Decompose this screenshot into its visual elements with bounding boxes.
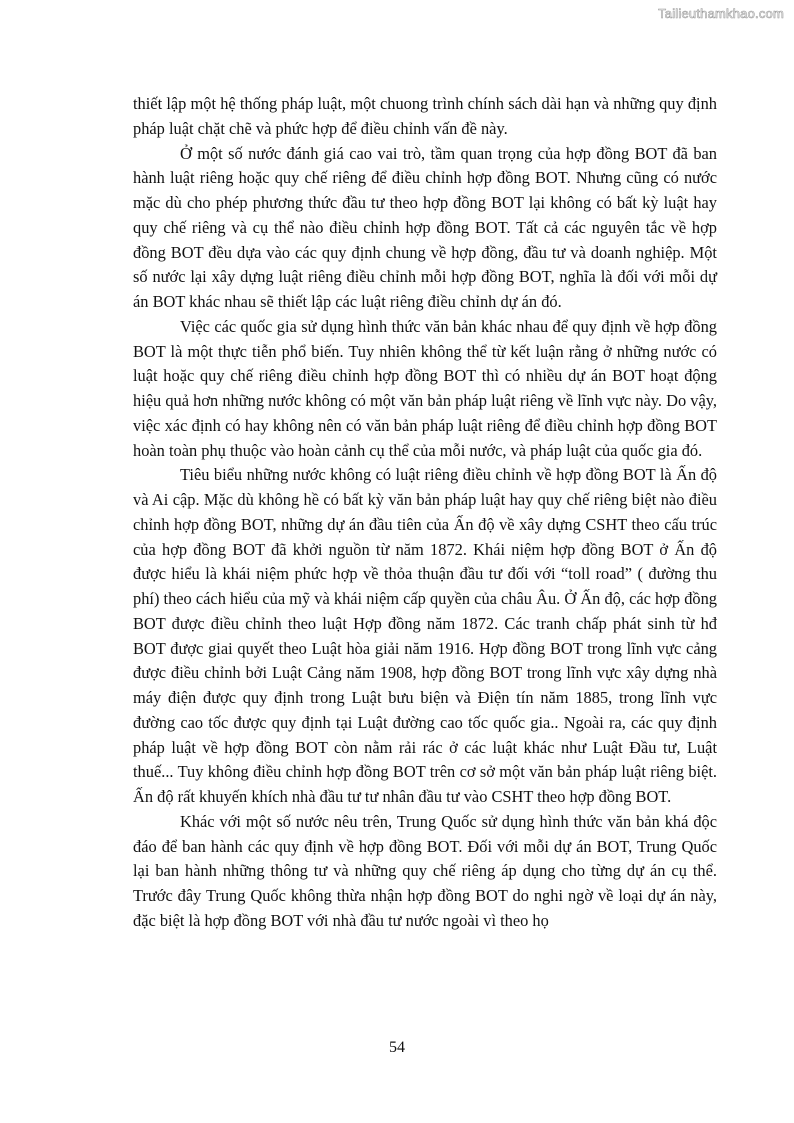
paragraph: Việc các quốc gia sử dụng hình thức văn bản khác nhau để quy định về hợp đồng BOT là một thực tiễn phổ biến. Tuy nhiên không thể từ kết luận rằng ở những nước có luật hoặc quy chế riêng điều chỉnh hợp đồng BOT thì có nhiều dự án BOT hoạt động hiệu quả hơn những nước không có một văn bản pháp luật riêng về lĩnh vực này. Do vậy, việc xác định có hay không nên có văn bản pháp luật riêng để điều chỉnh hợp đồng BOT hoàn toàn phụ thuộc vào hoàn cảnh cụ thể của mỗi nước, và pháp luật của quốc gia đó.	[133, 316, 717, 460]
paragraph: Tiêu biểu những nước không có luật riêng điều chỉnh về hợp đồng BOT là Ấn độ và Ai cập. Mặc dù không hề có bất kỳ văn bản pháp luật hay quy chế riêng biệt nào điều chỉnh hợp đồng BOT, những dự án đầu tiên của Ấn độ về xây dựng CSHT theo cấu trúc của hợp đồng BOT đã khởi nguồn từ năm 1872. Khái niệm hợp đồng BOT ở Ấn độ được hiểu là khái niệm phức hợp về thỏa thuận đầu tư đối với “toll road” ( đường thu phí) theo cách hiểu của mỹ và khái niệm cấp quyền của châu Âu. Ở Ấn độ, các hợp đồng BOT được điều chỉnh theo luật Hợp đồng năm 1872. Các tranh chấp phát sinh từ hđ BOT được giai quyết theo Luật hòa giải năm 1916. Hợp đồng BOT trong lĩnh vực cảng được điều chỉnh bởi Luật Cảng năm 1908, hợp đồng BOT trong lĩnh vực xây dựng nhà máy điện được quy định trong Luật bưu biện và Điện tín năm 1885, trong lĩnh vực đường cao tốc được quy định tại Luật đường cao tốc quốc gia.. Ngoài ra, các quy định pháp luật về hợp đồng BOT còn nằm rải rác ở các luật khác như Luật Đầu tư, Luật thuế... Tuy không điều chỉnh hợp đồng BOT trên cơ sở một văn bản pháp luật riêng biệt. Ấn độ rất khuyến khích nhà đầu tư tư nhân đầu tư vào CSHT theo hợp đồng BOT.	[133, 465, 717, 806]
document-body	[133, 92, 717, 934]
page-number: 54	[389, 1039, 405, 1056]
watermark-text: Tailieuthamkhao.com	[658, 6, 784, 21]
paragraph-continued: thiết lập một hệ thống pháp luật, một chuong trình chính sách dài hạn và những quy định pháp luật chặt chẽ và phức hợp để điều chỉnh vấn đề này.	[133, 94, 717, 138]
paragraph: Khác với một số nước nêu trên, Trung Quốc sử dụng hình thức văn bản khá độc đáo để ban hành các quy định về hợp đồng BOT. Đối với mỗi dự án BOT, Trung Quốc lại ban hành những thông tư và những quy chế riêng áp dụng cho từng dự án cụ thể. Trước đây Trung Quốc không thừa nhận hợp đồng BOT do nghi ngờ về loại dự án này, đặc biệt là hợp đồng BOT với nhà đầu tư nước ngoài vì theo họ	[133, 811, 717, 930]
paragraph: Ở một số nước đánh giá cao vai trò, tầm quan trọng của hợp đồng BOT đã ban hành luật riêng hoặc quy chế riêng để điều chỉnh hợp đồng BOT. Nhưng cũng có nước mặc dù cho phép phương thức đầu tư theo hợp đồng BOT lại không có bất kỳ luật hay quy chế riêng và cụ thể nào điều chỉnh hợp đồng BOT. Tất cả các nguyên tắc về hợp đồng BOT đều dựa vào các quy định chung về hợp đồng, đầu tư và doanh nghiệp. Một số nước lại xây dựng luật riêng điều chỉnh mỗi hợp đồng BOT, nghĩa là đối với mỗi dự án BOT khác nhau sẽ thiết lập các luật riêng điều chỉnh dự án đó.	[133, 143, 717, 311]
